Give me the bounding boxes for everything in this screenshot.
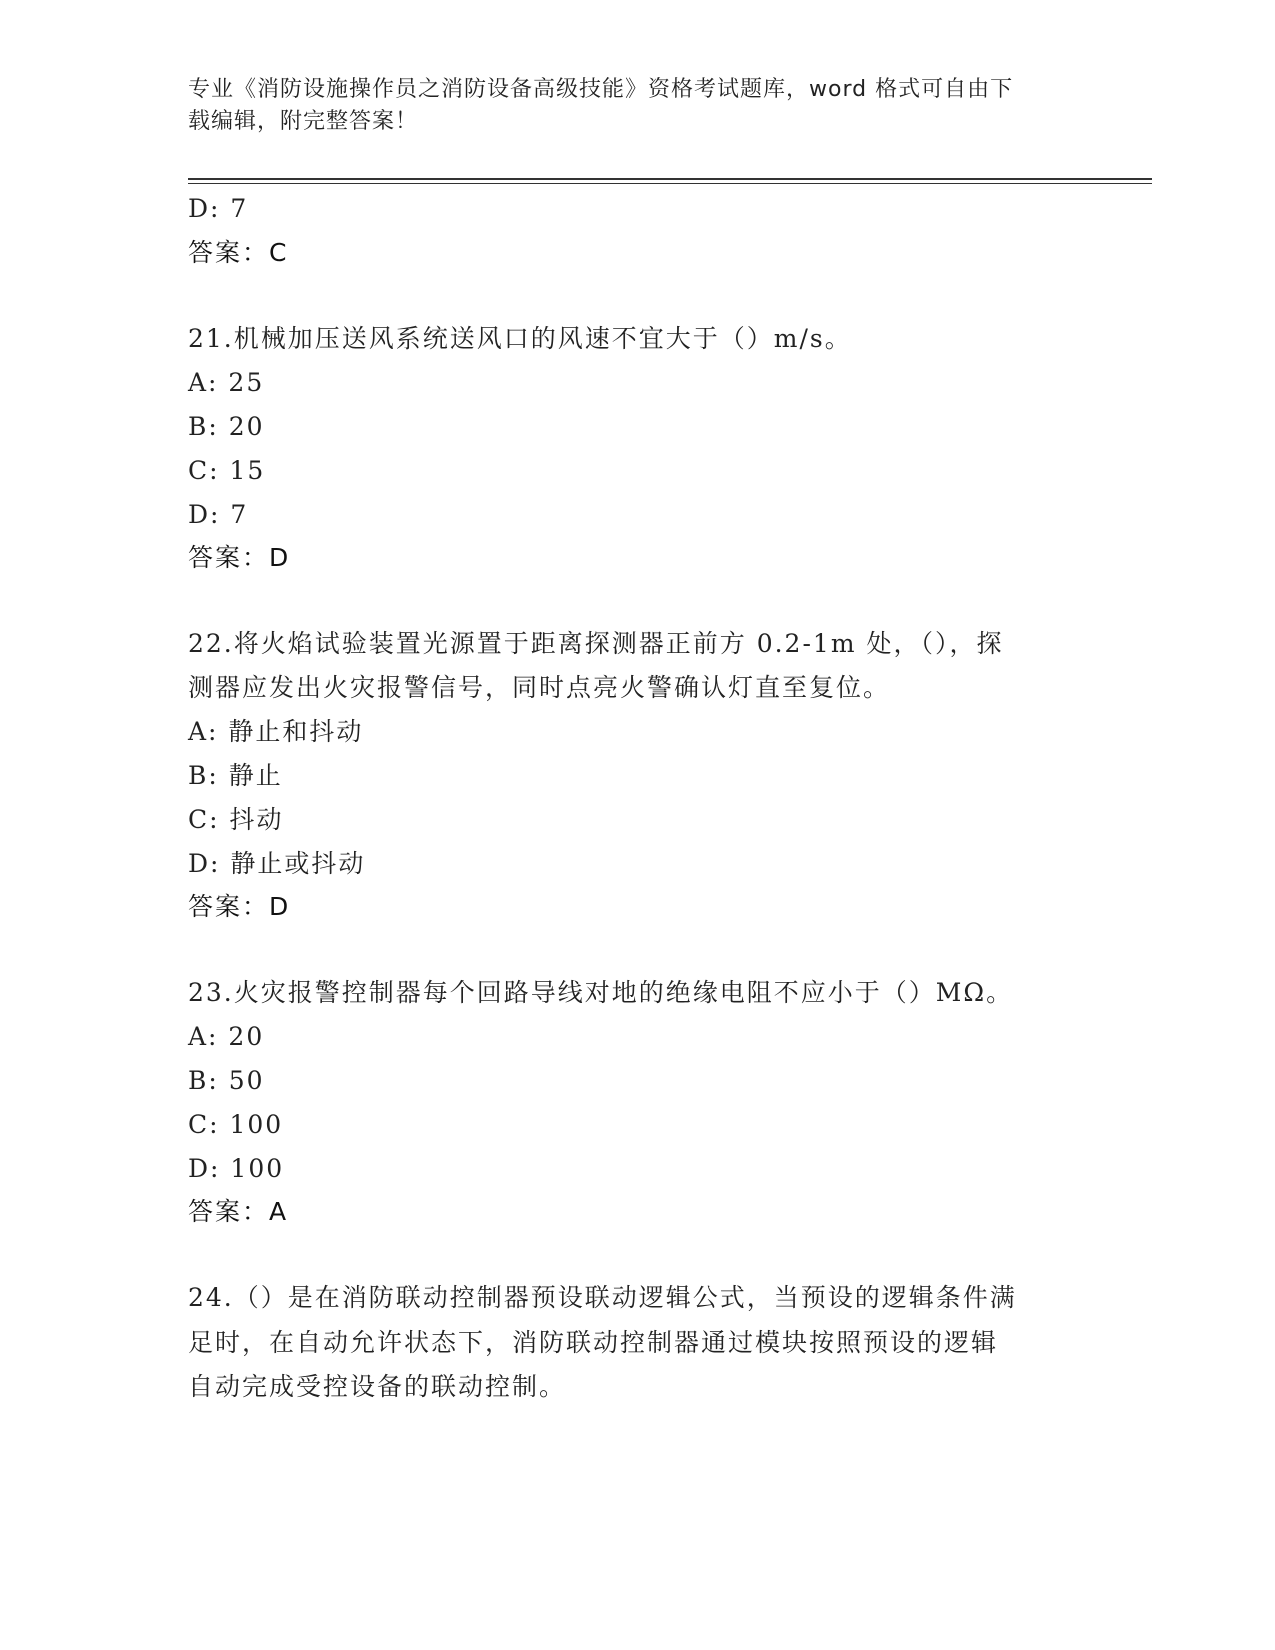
header-divider-thin bbox=[188, 183, 1152, 184]
q23-answer: 答案：A bbox=[188, 1197, 289, 1226]
q23-option-d: D: 100 bbox=[188, 1154, 285, 1183]
prev-option-d: D: 7 bbox=[188, 194, 249, 223]
q22-stem-line-2: 测器应发出火灾报警信号，同时点亮火警确认灯直至复位。 bbox=[188, 673, 891, 702]
q24-stem-line-3: 自动完成受控设备的联动控制。 bbox=[188, 1372, 567, 1401]
q23-option-c: C: 100 bbox=[188, 1110, 284, 1139]
q22-option-d: D: 静止或抖动 bbox=[188, 849, 366, 878]
q23-option-a: A: 20 bbox=[188, 1022, 265, 1051]
q21-stem: 21.机械加压送风系统送风口的风速不宜大于（）m/s。 bbox=[188, 324, 852, 353]
header-divider-thick bbox=[188, 178, 1152, 180]
header-line-2: 载编辑，附完整答案！ bbox=[188, 109, 419, 134]
q23-option-b: B: 50 bbox=[188, 1066, 265, 1095]
q24-stem-line-2: 足时，在自动允许状态下，消防联动控制器通过模块按照预设的逻辑 bbox=[188, 1328, 999, 1357]
q21-option-c: C: 15 bbox=[188, 456, 266, 485]
q21-option-b: B: 20 bbox=[188, 412, 265, 441]
q23-stem: 23.火灾报警控制器每个回路导线对地的绝缘电阻不应小于（）MΩ。 bbox=[188, 978, 1014, 1007]
prev-answer: 答案：C bbox=[188, 238, 289, 267]
q22-option-c: C: 抖动 bbox=[188, 805, 284, 834]
q21-option-a: A: 25 bbox=[188, 368, 265, 397]
q21-answer: 答案：D bbox=[188, 543, 291, 572]
document-header bbox=[188, 74, 1088, 138]
q21-option-d: D: 7 bbox=[188, 500, 249, 529]
header-line-1: 专业《消防设施操作员之消防设备高级技能》资格考试题库，word 格式可自由下 bbox=[188, 77, 1014, 102]
q24-stem-line-1: 24.（）是在消防联动控制器预设联动逻辑公式，当预设的逻辑条件满 bbox=[188, 1283, 1017, 1312]
q22-option-a: A: 静止和抖动 bbox=[188, 717, 364, 746]
q22-option-b: B: 静止 bbox=[188, 761, 283, 790]
q22-answer: 答案：D bbox=[188, 892, 291, 921]
q22-stem-line-1: 22.将火焰试验装置光源置于距离探测器正前方 0.2-1m 处，（），探 bbox=[188, 629, 1004, 658]
